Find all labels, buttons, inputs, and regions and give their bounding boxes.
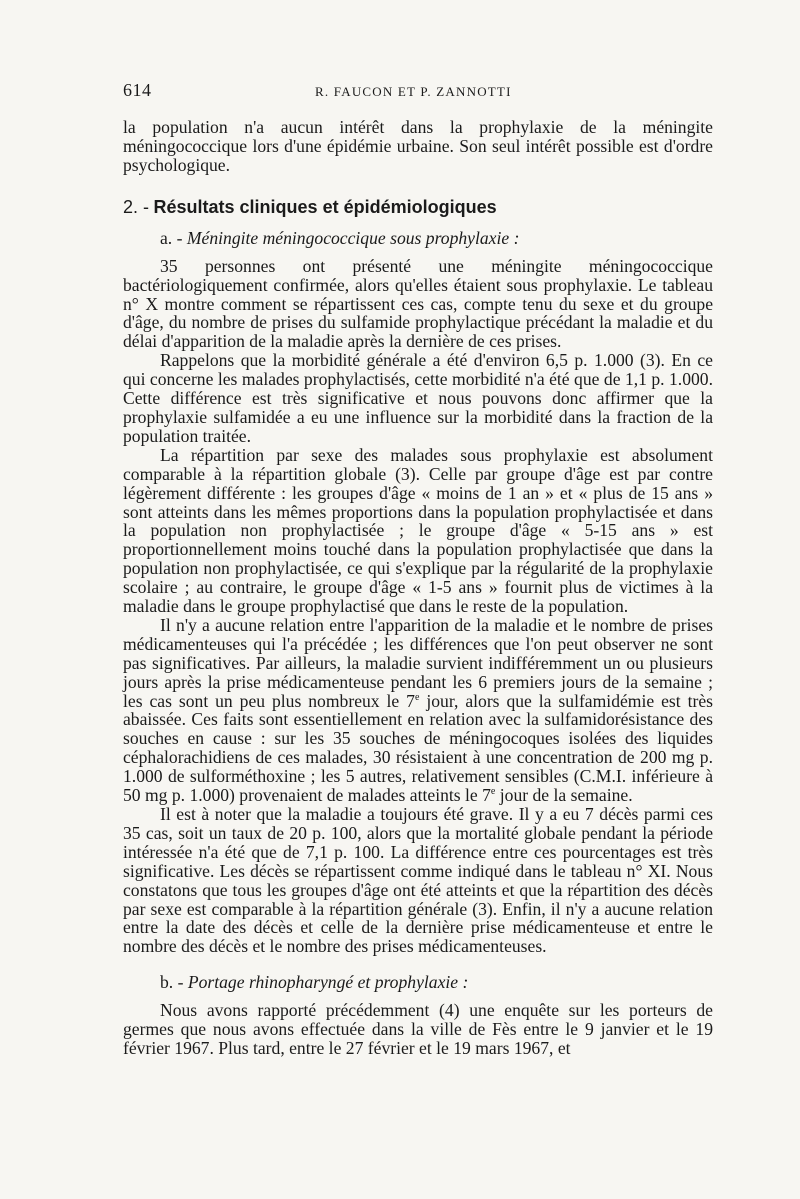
subsection-b-label: b. - — [160, 972, 184, 993]
paragraph-a4-part3: jour de la semaine. — [495, 785, 633, 806]
subsection-a-heading — [123, 228, 713, 248]
subsection-a-title: Méningite méningococcique sous prophylaxie : — [186, 227, 520, 248]
paragraph-a3: La répartition par sexe des malades sous prophylaxie est absolument comparable à la répartition globale (3). Celle par groupe d'âge est par contre légèrement différente : les groupes d'âge « moins de 1 an » et « plus de 15 ans » sont atteints dans les mêmes proportions dans la population prophylactisée et dans la population non prophylactisée ; le groupe d'âge « 5-15 ans » est proportionnellement moins touché dans la population prophylactisée que dans la population non prophylactisée, ce qui s'explique par la régularité de la prophylaxie scolaire ; au contraire, le groupe d'âge « 1-5 ans » fournit plus de victimes à la maladie dans le groupe prophylactisé que dans le reste de la population. — [123, 444, 713, 617]
section-number: 2. - — [123, 196, 150, 217]
paragraph-a4 — [123, 616, 713, 805]
paragraph-a2: Rappelons que la morbidité générale a été d'environ 6,5 p. 1.000 (3). En ce qui concerne les malades prophylactisés, cette morbidité n'a été que de 1,1 p. 1.000. Cette différence est très significative et nous pouvons donc affirmer que la prophylaxie sulfamidée a eu une influence sur la morbidité dans la fraction de la population traitée. — [123, 350, 713, 446]
page-number: 614 — [123, 80, 152, 100]
superscript: e — [414, 691, 420, 703]
superscript: e — [490, 786, 496, 798]
page-header — [123, 80, 723, 110]
paragraph-a4-part2: jour, alors que la sulfamidémie est très abaissée. Ces faits sont essentiellement en relation avec la sulfamidorésistance des souches en cause : sur les 35 souches de méningocoques isolées des liquides céphalorachidiens de ces malades, 30 résistaient à une concentration de 200 mg p. 1.000 de sulforméthoxine ; les 5 autres, relativement sensibles (C.M.I. inférieure à 50 mg p. 1.000) provenaient de malades atteints le 7 — [123, 690, 713, 806]
running-head: R. FAUCON ET P. ZANNOTTI — [315, 84, 512, 99]
paragraph-a1: 35 personnes ont présenté une méningite méningococcique bactériologiquement confirmée, alors qu'elles étaient sous prophylaxie. Le tableau n° X montre comment se répartissent ces cas, compte tenu du sexe et du groupe d'âge, du nombre de prises du sulfamide prophylactique précédant la maladie et du délai d'apparition de la maladie après la dernière de ces prises. — [123, 255, 713, 352]
subsection-b-title: Portage rhinopharyngé et prophylaxie : — [187, 972, 469, 993]
body-text — [123, 118, 713, 1058]
paragraph-a4-part1: Il n'y a aucune relation entre l'apparition de la maladie et le nombre de prises médicamenteuses qui l'a précédée ; les différences que l'on peut observer ne sont pas significatives. Par ailleurs, la maladie survient indifféremment un ou plusieurs jours après la prise médicamenteuse pendant les 6 premiers jours de la semaine ; les cas sont un peu plus nombreux le 7 — [123, 614, 713, 711]
paragraph-b1: Nous avons rapporté précédemment (4) une enquête sur les porteurs de germes que nous avons effectuée dans la ville de Fès entre le 9 janvier et le 19 février 1967. Plus tard, entre le 27 février et le 19 mars 1967, et — [123, 1000, 713, 1059]
subsection-a-label: a. - — [160, 227, 183, 248]
intro-paragraph: la population n'a aucun intérêt dans la prophylaxie de la méningite méningococcique lors d'une épidémie urbaine. Son seul intérêt possible est d'ordre psychologique. — [123, 117, 713, 175]
subsection-b-heading — [123, 972, 713, 992]
section-heading — [123, 196, 713, 218]
section-title: Résultats cliniques et épidémiologiques — [153, 196, 497, 217]
paragraph-a5: Il est à noter que la maladie a toujours été grave. Il y a eu 7 décès parmi ces 35 cas, soit un taux de 20 p. 100, alors que la mortalité globale pendant la période intéressée n'a été que de 7,1 p. 100. La différence entre ces pourcentages est très significative. Les décès se répartissent comme indiqué dans le tableau n° XI. Nous constatons que tous les groupes d'âge ont été atteints et que la répartition des décès par sexe est comparable à la répartition générale (3). Enfin, il n'y a aucune relation entre la date des décès et celle de la dernière prise médicamenteuse et entre le nombre des décès et le nombre des prises médicamenteuses. — [123, 804, 713, 957]
